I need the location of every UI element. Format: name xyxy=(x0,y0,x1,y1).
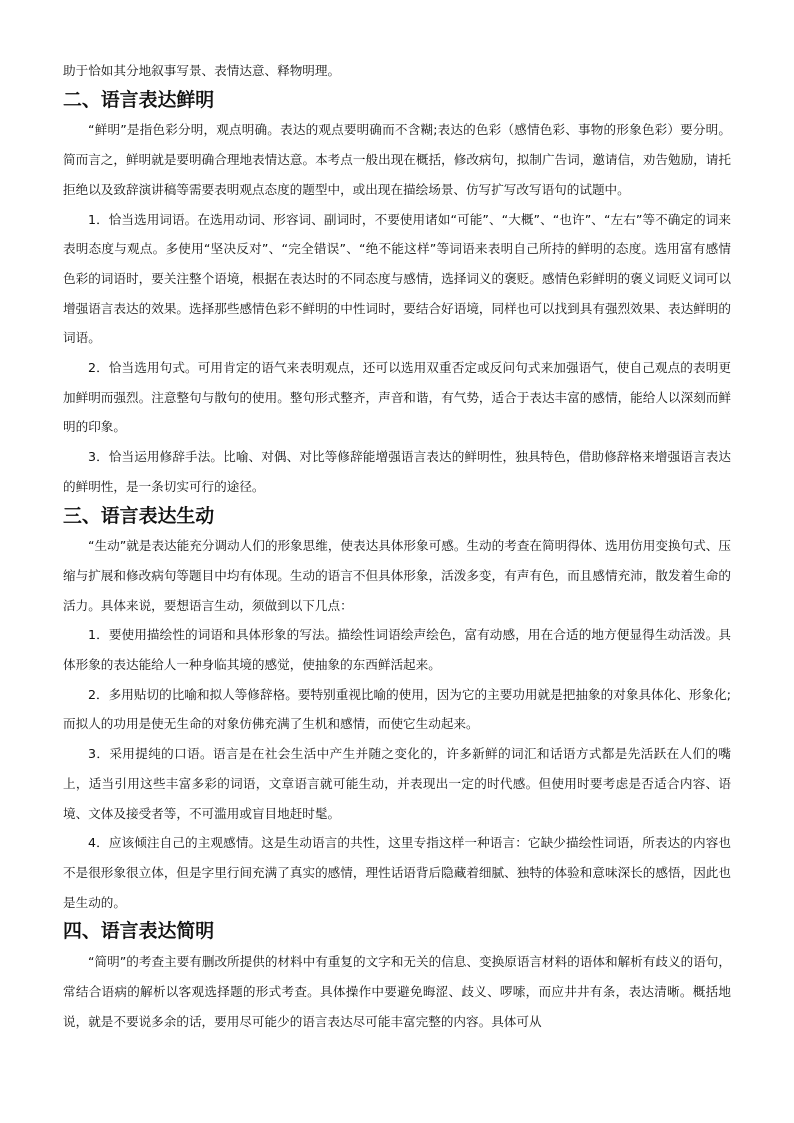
paragraph-shengdong-point-2: 2．多用贴切的比喻和拟人等修辞格。要特别重视比喻的使用，因为它的主要功用就是把抽象的对象具体化、形象化;而拟人的功用是使无生命的对象仿佛充满了生机和感情，而使它生动起来。 xyxy=(63,686,731,732)
section-heading-conciseness: 四、语言表达简明 xyxy=(63,920,215,943)
paragraph-intro: 助于恰如其分地叙事写景、表情达意、释物明理。 xyxy=(63,63,341,78)
paragraph-definition-xianming: “鲜明”是指色彩分明，观点明确。表达的观点要明确而不含糊;表达的色彩（感情色彩、事物的形象色彩）要分明。简而言之，鲜明就是要明确合理地表情达意。本考点一般出现在概括，修改病句，拟制广告词，邀请信，劝告勉励，请托拒绝以及致辞演讲稿等需要表明观点态度的题型中，或出现在描绘场景、仿写扩写改写语句的试题中。 xyxy=(63,122,731,197)
paragraph-xianming-point-3: 3．恰当运用修辞手法。比喻、对偶、对比等修辞能增强语言表达的鲜明性，独具特色，借助修辞格来增强语言表达的鲜明性，是一条切实可行的途径。 xyxy=(63,449,731,494)
paragraph-shengdong-point-4: 4．应该倾注自己的主观感情。这是生动语言的共性，这里专指这样一种语言：它缺少描绘性词语，所表达的内容也不是很形象很立体，但是字里行间充满了真实的感情，理性话语背后隐藏着细腻、独特的体验和意味深长的感悟，因此也是生动的。 xyxy=(63,835,731,910)
paragraph-definition-jianming: “简明”的考查主要有删改所提供的材料中有重复的文字和无关的信息、变换原语言材料的语体和解析有歧义的语句，常结合语病的解析以客观选择题的形式考查。具体操作中要避免晦涩、歧义、啰嗦，而应井井有条，表达清晰。概括地说，就是不要说多余的话，要用尽可能少的语言表达尽可能丰富完整的内容。具体可从 xyxy=(63,954,731,1029)
section-heading-vivid-clarity: 二、语言表达鲜明 xyxy=(63,88,215,111)
section-heading-vividness: 三、语言表达生动 xyxy=(63,504,215,527)
paragraph-shengdong-point-3: 3．采用提纯的口语。语言是在社会生活中产生并随之变化的，许多新鲜的词汇和话语方式都是先活跃在人们的嘴上，适当引用这些丰富多彩的词语，文章语言就可能生动，并表现出一定的时代感。但使用时要考虑是否适合内容、语境、文体及接受者等，不可滥用或盲目地赶时髦。 xyxy=(63,746,731,821)
paragraph-xianming-point-2: 2．恰当选用句式。可用肯定的语气来表明观点，还可以选用双重否定或反问句式来加强语气，使自己观点的表明更加鲜明而强烈。注意整句与散句的使用。整句形式整齐，声音和谐，有气势，适合于表达丰富的感情，能给人以深刻而鲜明的印象。 xyxy=(63,360,731,435)
paragraph-definition-shengdong: “生动”就是表达能充分调动人们的形象思维，使表达具体形象可感。生动的考查在简明得体、选用仿用变换句式、压缩与扩展和修改病句等题目中均有体现。生动的语言不但具体形象，活泼多变，有声有色，而且感情充沛，散发着生命的活力。具体来说，要想语言生动，须做到以下几点： xyxy=(63,538,731,613)
paragraph-xianming-point-1: 1．恰当选用词语。在选用动词、形容词、副词时，不要使用诸如“可能”、“大概”、“也许”、“左右”等不确定的词来表明态度与观点。多使用“坚决反对”、“完全错误”、“绝不能这样”等词语来表明自己所持的鲜明的态度。选用富有感情色彩的词语时，要关注整个语境，根据在表达时的不同态度与感情，选择词义的褒贬。感情色彩鲜明的褒义词贬义词可以增强语言表达的效果。选择那些感情色彩不鲜明的中性词时，要结合好语境，同样也可以找到具有强烈效果、表达鲜明的词语。 xyxy=(63,211,731,346)
paragraph-shengdong-point-1: 1．要使用描绘性的词语和具体形象的写法。描绘性词语绘声绘色，富有动感，用在合适的地方便显得生动活泼。具体形象的表达能给人一种身临其境的感觉，使抽象的东西鲜活起来。 xyxy=(63,627,731,673)
